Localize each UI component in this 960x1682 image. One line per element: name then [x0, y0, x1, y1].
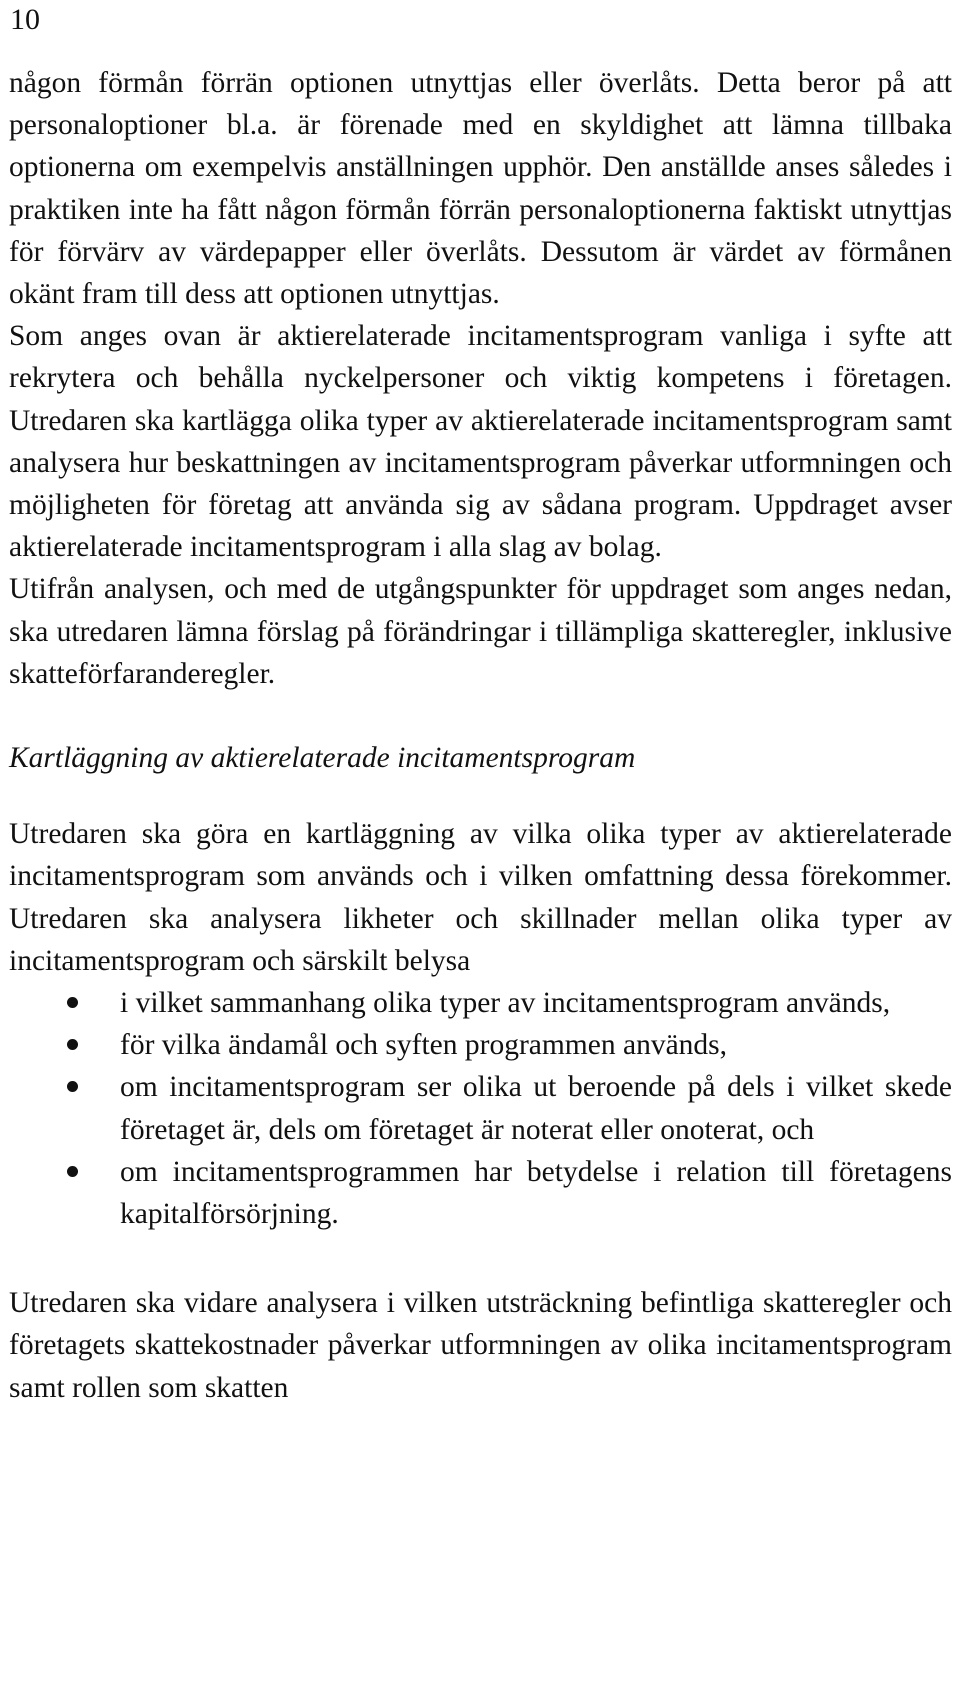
- list-item: [9, 1151, 952, 1235]
- list-item-text: i vilket sammanhang olika typer av incitamentsprogram används,: [120, 987, 891, 1020]
- section-paragraph: Utredaren ska göra en kartläggning av vilka olika typer av aktierelaterade incitamentsprogram som används och i vilken omfattning dessa förekommer. Utredaren ska analysera likheter och skillnader mellan olika typer av incitamentsprogram och särskilt belysa: [9, 818, 952, 977]
- bullet-icon: [67, 997, 78, 1008]
- list-item: [9, 982, 952, 1024]
- list-item-text: om incitamentsprogram ser olika ut beroende på dels i vilket skede företaget är, dels om företaget är noterat eller onoterat, och: [120, 1071, 952, 1146]
- bullet-icon: [67, 1039, 78, 1050]
- list-item: [9, 1024, 952, 1066]
- closing-paragraph: Utredaren ska vidare analysera i vilken utsträckning befintliga skatteregler och företagets skattekostnader påverkar utformningen av olika incitamentsprogram samt rollen som skatten: [9, 1287, 952, 1404]
- paragraph-intro-3: Utifrån analysen, och med de utgångspunkter för uppdraget som anges nedan, ska utredaren lämna förslag på förändringar i tillämpliga skatteregler, inklusive skatteförfaranderegler.: [9, 573, 952, 690]
- bullet-icon: [67, 1166, 78, 1177]
- bullet-list: [9, 982, 952, 1235]
- page-body: [9, 62, 952, 1409]
- list-item: [9, 1066, 952, 1150]
- list-item-text: om incitamentsprogrammen har betydelse i relation till företagens kapitalförsörjning.: [120, 1155, 952, 1231]
- page-number: 10: [10, 3, 40, 36]
- section-heading: Kartläggning av aktierelaterade incitamentsprogram: [9, 742, 636, 775]
- bullet-icon: [67, 1081, 78, 1092]
- paragraph-intro-1: någon förmån förrän optionen utnyttjas eller överlåts. Detta beror på att personaloptioner bl.a. är förenade med en skyldighet att lämna tillbaka optionerna om exempelvis anställningen upphör. Den anställde anses således i praktiken inte ha fått någon förmån förrän personaloptionerna faktiskt utnyttjas för förvärv av värdepapper eller överlåts. Dessutom är värdet av förmånen okänt fram till dess att optionen utnyttjas.: [9, 67, 952, 311]
- paragraph-intro-2: Som anges ovan är aktierelaterade incitamentsprogram vanliga i syfte att rekrytera och behålla nyckelpersoner och viktig kompetens i företagen. Utredaren ska kartlägga olika typer av aktierelaterade incitamentsprogram samt analysera hur beskattningen av incitamentsprogram påverkar utformningen och möjligheten för företag att använda sig av sådana program. Uppdraget avser aktierelaterade incitamentsprogram i alla slag av bolag.: [9, 320, 952, 564]
- list-item-text: för vilka ändamål och syften programmen används,: [120, 1029, 728, 1062]
